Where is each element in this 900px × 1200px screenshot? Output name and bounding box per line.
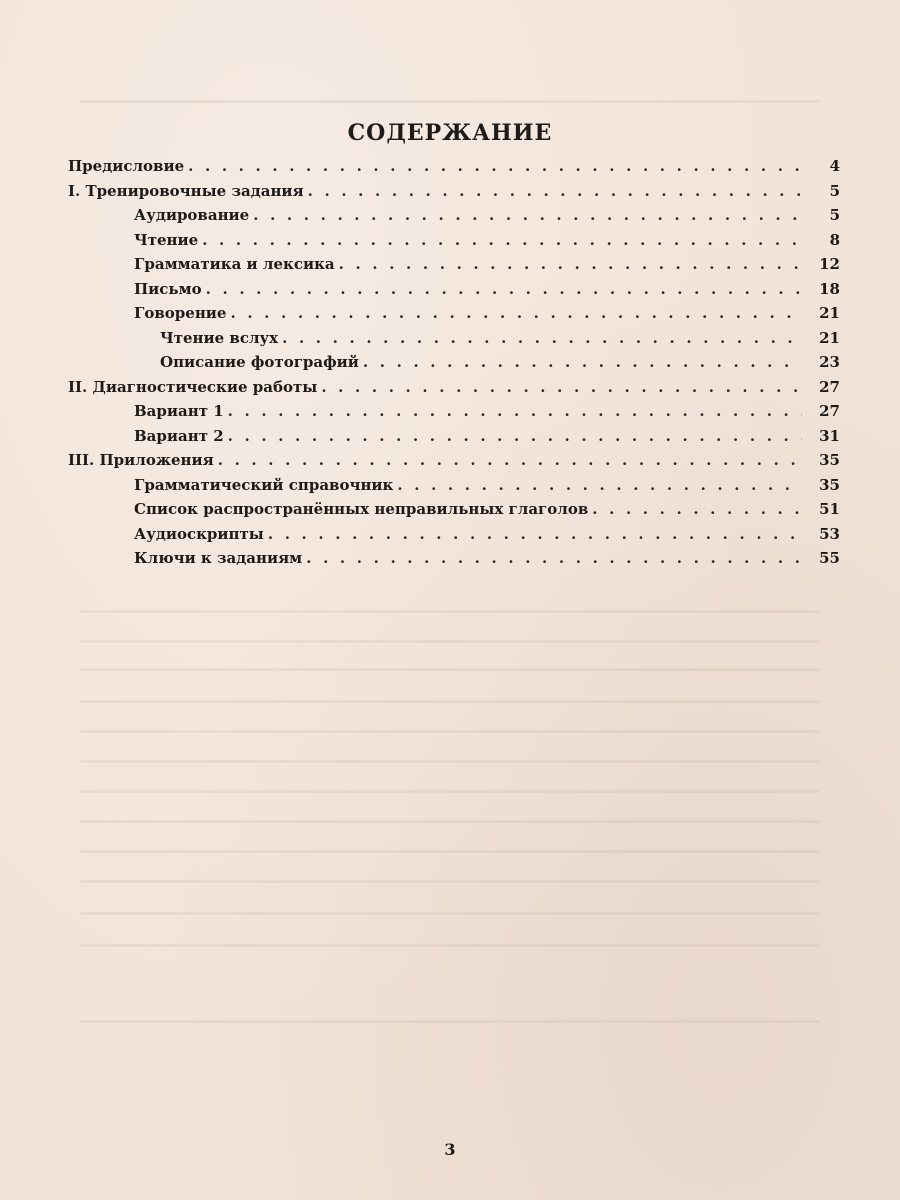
bleed-through-line (80, 820, 820, 823)
toc-entry-label: II. Диагностические работы (68, 377, 318, 396)
dot-leader (363, 353, 802, 371)
toc-entry-label: Говорение (134, 304, 227, 322)
toc-entry-page: 27 (819, 402, 840, 420)
toc-entry[interactable] (68, 476, 840, 501)
toc-entry[interactable] (68, 182, 840, 207)
toc-entry-label: Предисловие (68, 157, 185, 175)
bleed-through-line (80, 1020, 820, 1023)
toc-entry-label: Письмо (134, 279, 202, 298)
toc-entry-label: III. Приложения (68, 451, 214, 469)
toc-entry[interactable] (68, 255, 840, 280)
toc-entry-label: Список распространённых неправильных глаголов (134, 500, 589, 518)
toc-entry[interactable] (68, 231, 840, 256)
toc-entry[interactable] (68, 353, 840, 378)
toc-entry-page: 35 (819, 451, 840, 469)
bleed-through-line (80, 640, 820, 643)
toc-entry-page: 27 (819, 377, 840, 396)
toc-entry-page: 35 (819, 475, 840, 494)
dot-leader (306, 549, 802, 567)
toc-entry-label: Грамматика и лексика (134, 255, 335, 273)
bleed-through-line (80, 944, 820, 947)
toc-entry-label: Аудиоскрипты (134, 524, 264, 543)
toc-entry[interactable] (68, 157, 840, 182)
toc-entry-label: Чтение вслух (160, 328, 279, 347)
toc-entry-page: 21 (819, 304, 840, 322)
toc-entry-label: I. Тренировочные задания (68, 181, 304, 200)
dot-leader (308, 182, 802, 200)
toc-entry-page: 5 (829, 181, 840, 200)
toc-entry[interactable] (68, 280, 840, 305)
toc-entry-label: Ключи к заданиям (134, 549, 303, 567)
toc-entry-page: 12 (819, 255, 840, 273)
table-of-contents (68, 157, 840, 574)
dot-leader (206, 280, 802, 298)
toc-entry[interactable] (68, 500, 840, 525)
dot-leader (230, 304, 802, 322)
toc-entry[interactable] (68, 427, 840, 452)
dot-leader (218, 451, 802, 469)
toc-entry-page: 8 (829, 230, 840, 249)
toc-entry-page: 55 (819, 549, 840, 567)
toc-entry[interactable] (68, 304, 840, 329)
bleed-through-line (80, 668, 820, 671)
dot-leader (228, 402, 802, 420)
toc-entry[interactable] (68, 402, 840, 427)
dot-leader (268, 525, 802, 543)
toc-entry-page: 18 (819, 279, 840, 298)
dot-leader (339, 255, 802, 273)
dot-leader (202, 231, 802, 249)
dot-leader (228, 427, 802, 445)
toc-entry[interactable] (68, 206, 840, 231)
toc-entry-label: Грамматический справочник (134, 475, 394, 494)
toc-entry-page: 21 (819, 328, 840, 347)
page-title: СОДЕРЖАНИЕ (347, 120, 553, 146)
dot-leader (188, 157, 802, 175)
toc-entry[interactable] (68, 525, 840, 550)
dot-leader (253, 206, 802, 224)
dot-leader (592, 500, 802, 518)
dot-leader (282, 329, 802, 347)
toc-entry-page: 31 (819, 426, 840, 445)
bleed-through-line (80, 850, 820, 853)
dot-leader (321, 378, 802, 396)
bleed-through-line (80, 730, 820, 733)
bleed-through-line (80, 912, 820, 915)
bleed-through-line (80, 610, 820, 613)
toc-entry-page: 51 (819, 500, 840, 518)
bleed-through-line (80, 100, 820, 103)
toc-entry-label: Аудирование (134, 206, 250, 224)
toc-entry[interactable] (68, 549, 840, 574)
toc-entry[interactable] (68, 451, 840, 476)
bleed-through-line (80, 880, 820, 883)
toc-entry[interactable] (68, 329, 840, 354)
bleed-through-line (80, 700, 820, 703)
toc-entry-label: Вариант 1 (134, 402, 224, 420)
bleed-through-line (80, 790, 820, 793)
toc-entry-label: Чтение (134, 230, 199, 249)
toc-entry[interactable] (68, 378, 840, 403)
page-number: 3 (444, 1140, 456, 1159)
toc-entry-page: 53 (819, 524, 840, 543)
toc-entry-page: 5 (829, 206, 840, 224)
bleed-through-line (80, 760, 820, 763)
toc-entry-page: 4 (829, 157, 840, 175)
toc-entry-label: Описание фотографий (160, 353, 359, 371)
dot-leader (397, 476, 802, 494)
toc-entry-label: Вариант 2 (134, 426, 224, 445)
toc-entry-page: 23 (819, 353, 840, 371)
